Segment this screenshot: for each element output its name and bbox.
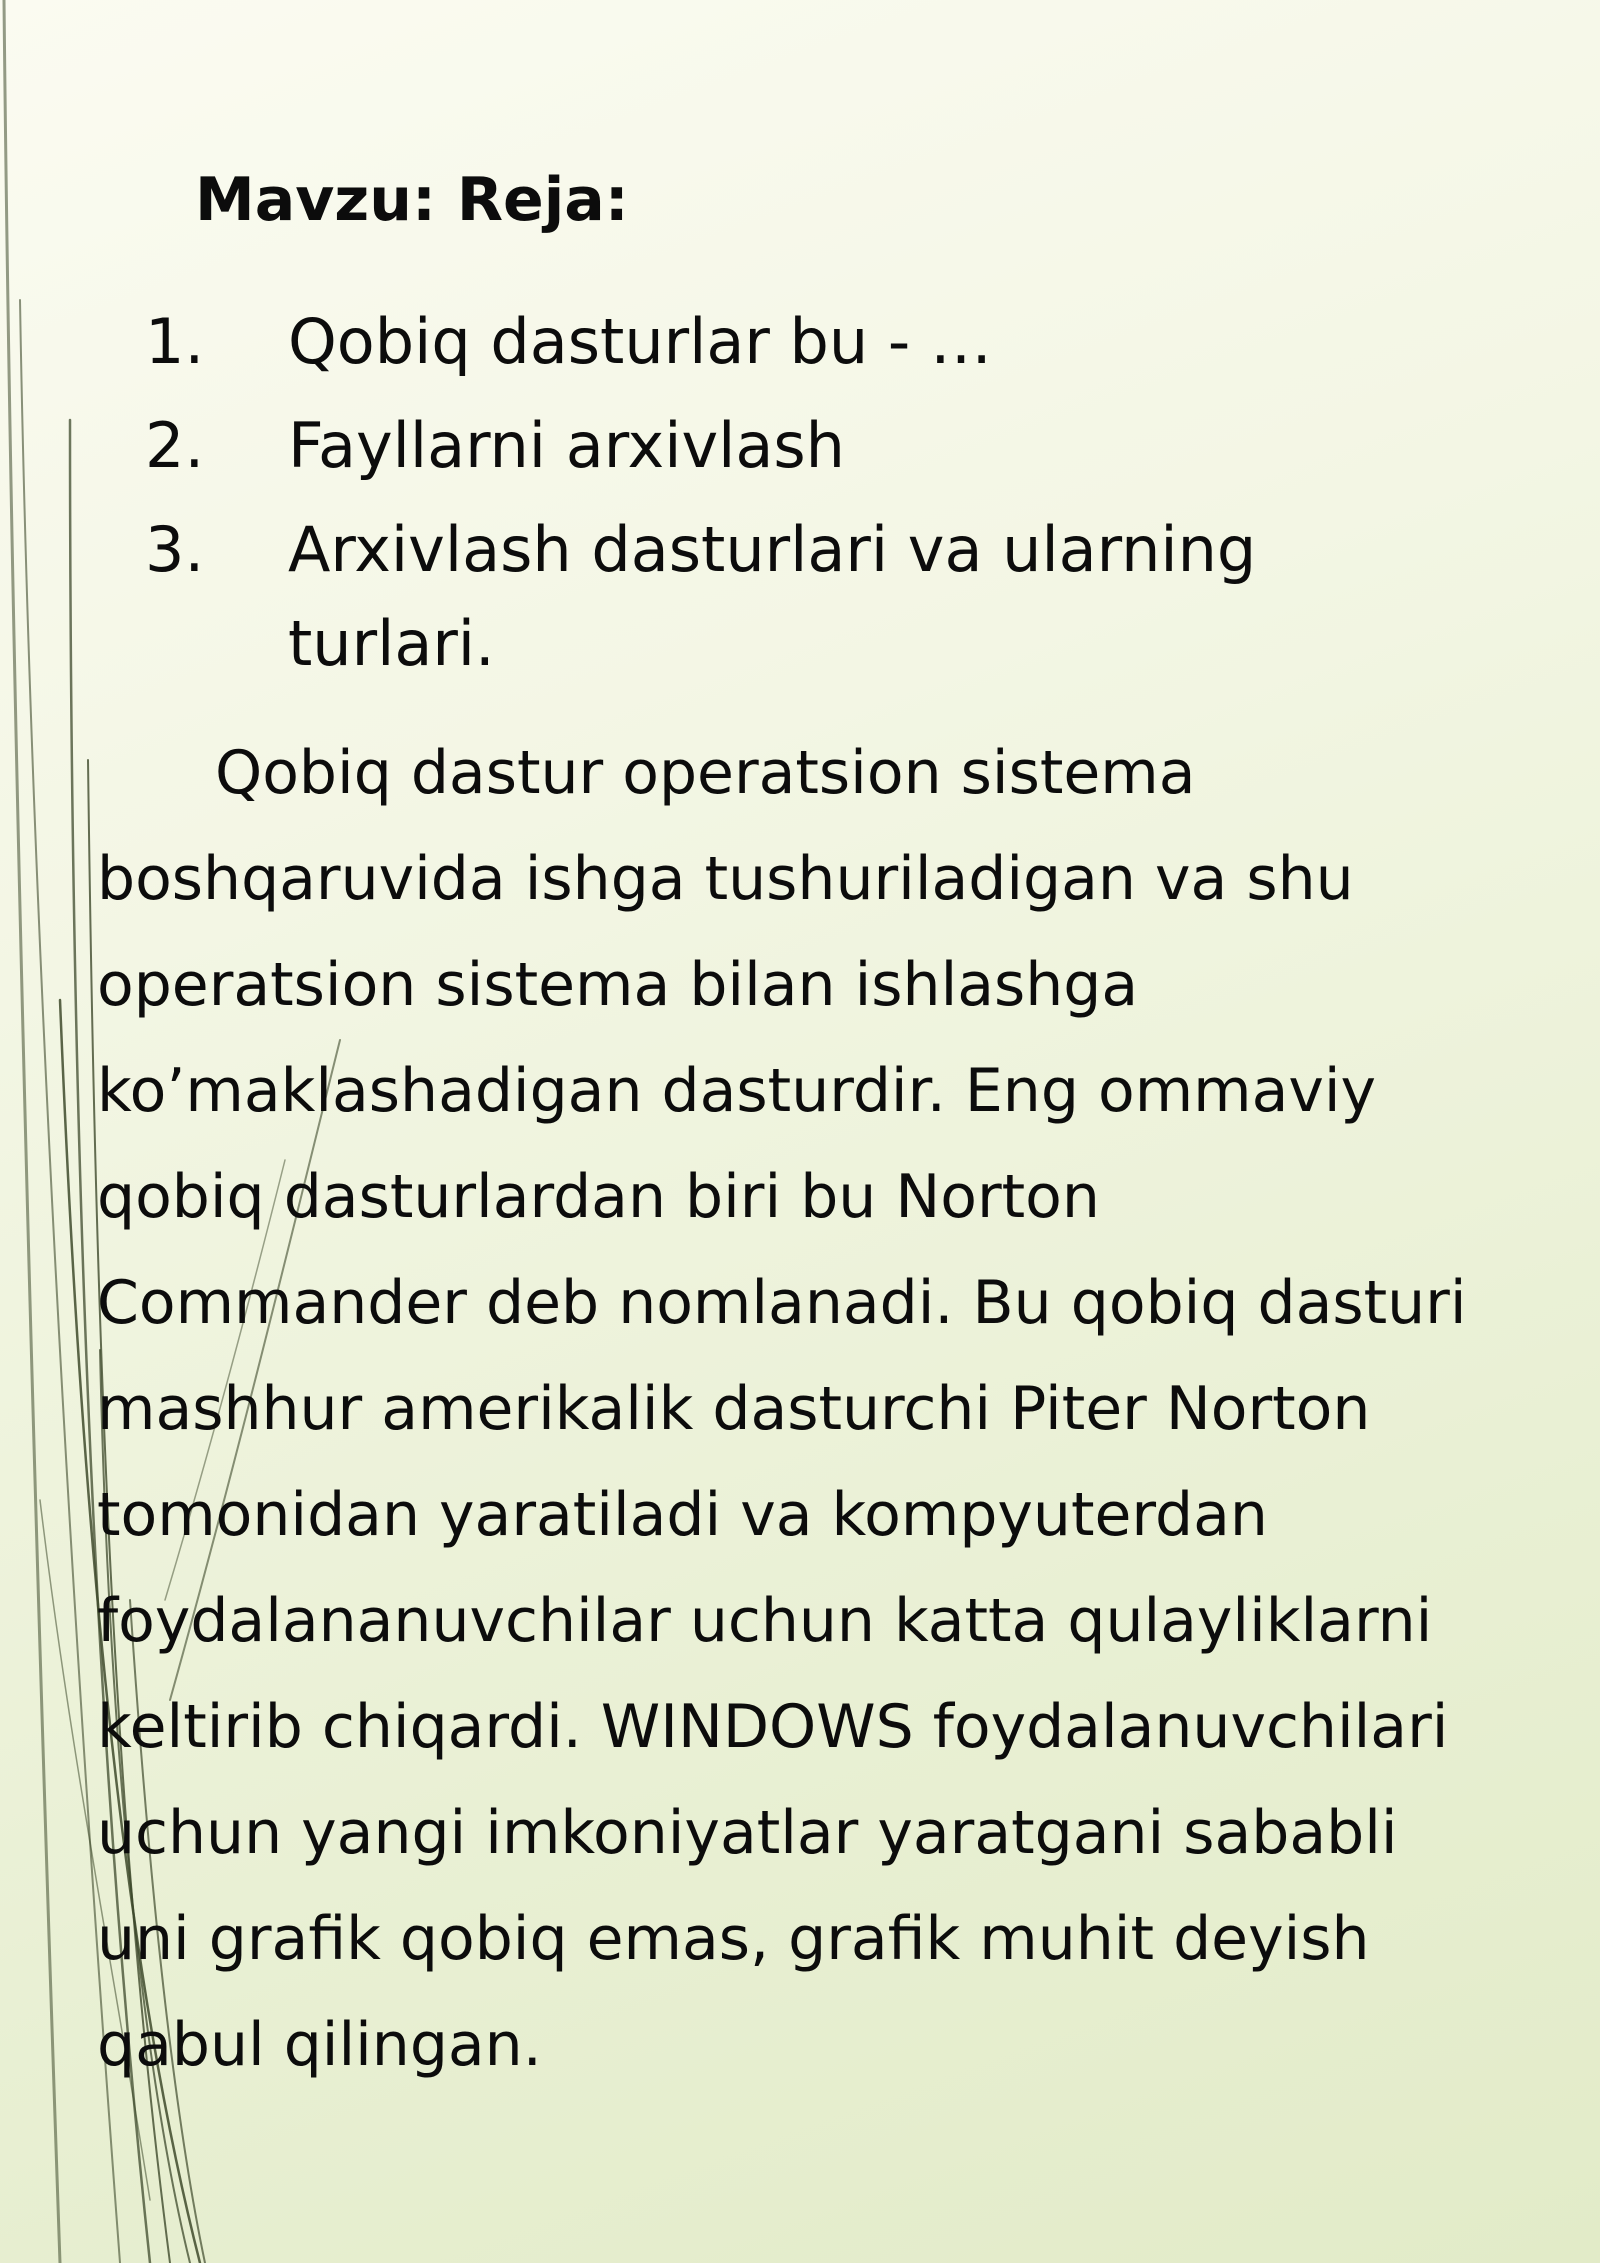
plan-item-number: 2.	[145, 409, 205, 482]
plan-item-2	[140, 399, 1280, 493]
plan-item-text: Qobiq dasturlar bu - …	[288, 305, 992, 378]
plan-list	[140, 295, 1280, 701]
plan-item-number: 3.	[145, 513, 205, 586]
plan-item-text: Arxivlash dasturlari va ularning turlari.	[288, 513, 1257, 680]
plan-item-1	[140, 295, 1280, 389]
plan-item-number: 1.	[145, 305, 205, 378]
plan-item-text: Fayllarni arxivlash	[288, 409, 845, 482]
plan-item-3	[140, 503, 1280, 691]
page-title: Mavzu: Reja:	[195, 165, 629, 235]
body-paragraph: Qobiq dastur operatsion sistema boshqaruvida ishga tushuriladigan va shu operatsion sistema bilan ishlashga ko’maklashadigan dasturdir. Eng ommaviy qobiq dasturlardan biri bu Norton Commander deb nomlanadi. Bu qobiq dasturi mashhur amerikalik dasturchi Piter Norton tomonidan yaratiladi va kompyuterdan foydalananuvchilar uchun katta qulayliklarni keltirib chiqardi. WINDOWS foydalanuvchilari uchun yangi imkoniyatlar yaratgani sababli uni grafik qobiq emas, grafik muhit deyish qabul qilingan.	[97, 738, 1467, 2080]
